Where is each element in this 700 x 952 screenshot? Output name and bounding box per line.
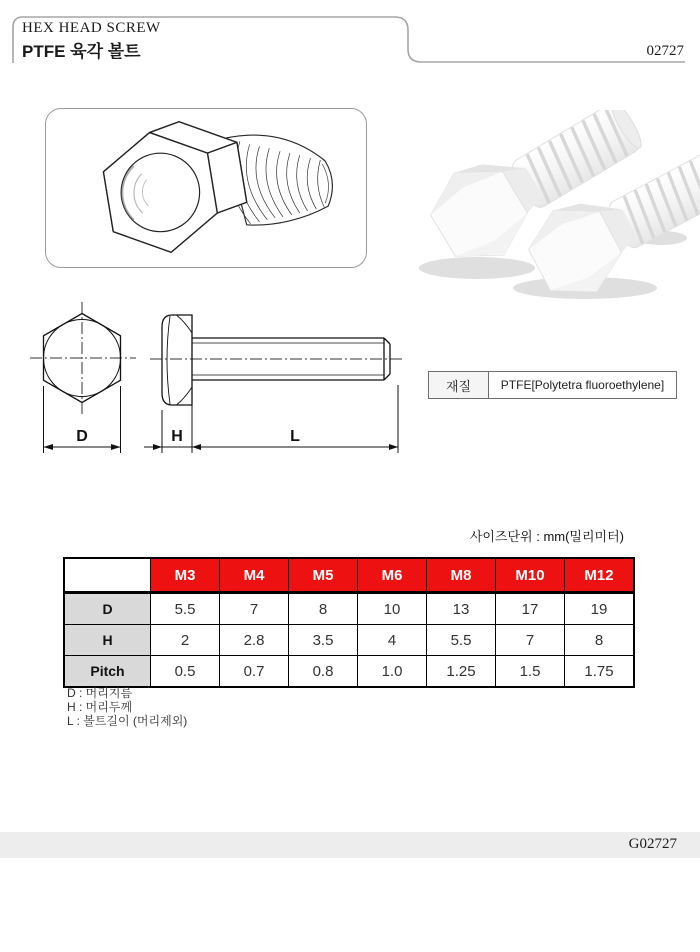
dimension-drawing [25, 300, 415, 465]
cell-pitch-m3: 0.5 [151, 656, 220, 688]
cell-pitch-m12: 1.75 [565, 656, 635, 688]
row-label-d: D [64, 593, 151, 625]
col-header-m3: M3 [151, 558, 220, 593]
legend-line-l: L : 볼트길이 (머리제외) [67, 714, 188, 728]
cell-pitch-m6: 1.0 [358, 656, 427, 688]
material-table [428, 371, 677, 399]
cell-pitch-m10: 1.5 [496, 656, 565, 688]
hex-bolt-line-drawing-icon [46, 109, 365, 266]
size-unit-note: 사이즈단위 : mm(밀리미터) [469, 529, 624, 544]
col-header-m6: M6 [358, 558, 427, 593]
material-value: PTFE[Polytetra fluoroethylene] [500, 378, 665, 392]
footer-bar [0, 832, 700, 858]
col-header-m12: M12 [565, 558, 635, 593]
cell-pitch-m4: 0.7 [220, 656, 289, 688]
col-header-m8: M8 [427, 558, 496, 593]
line-drawing-frame [45, 108, 367, 268]
table-row-pitch [64, 656, 634, 688]
col-header-m10: M10 [496, 558, 565, 593]
cell-h-m3: 2 [151, 625, 220, 656]
cell-h-m10: 7 [496, 625, 565, 656]
cell-pitch-m8: 1.25 [427, 656, 496, 688]
cell-h-m12: 8 [565, 625, 635, 656]
cell-d-m4: 7 [220, 593, 289, 625]
cell-pitch-m5: 0.8 [289, 656, 358, 688]
cell-h-m4: 2.8 [220, 625, 289, 656]
bolt-side-view [162, 315, 390, 405]
page-title-en: HEX HEAD SCREW [22, 20, 161, 36]
cell-d-m10: 17 [496, 593, 565, 625]
dimension-legend [67, 686, 187, 728]
cell-d-m8: 13 [427, 593, 496, 625]
size-table-header-row [64, 558, 634, 593]
size-table [63, 557, 635, 688]
cell-d-m3: 5.5 [151, 593, 220, 625]
col-header-m4: M4 [220, 558, 289, 593]
table-row-h [64, 625, 634, 656]
size-table-corner-cell [64, 558, 151, 593]
dim-label-l: L [290, 428, 300, 445]
row-label-pitch: Pitch [64, 656, 151, 688]
cell-d-m12: 19 [565, 593, 635, 625]
cell-h-m6: 4 [358, 625, 427, 656]
material-label: 재질 [429, 372, 489, 398]
product-photo [413, 110, 700, 305]
cell-d-m5: 8 [289, 593, 358, 625]
footer-doc-code: G02727 [628, 836, 677, 852]
page-code: 02727 [646, 43, 684, 59]
legend-line-h: H : 머리두께 [67, 700, 133, 714]
col-header-m5: M5 [289, 558, 358, 593]
row-label-h: H [64, 625, 151, 656]
dim-label-d: D [76, 428, 88, 445]
cell-h-m8: 5.5 [427, 625, 496, 656]
page-title-ko: PTFE 육각 볼트 [22, 42, 141, 61]
cell-h-m5: 3.5 [289, 625, 358, 656]
cell-d-m6: 10 [358, 593, 427, 625]
table-row-d [64, 593, 634, 625]
dim-label-h: H [171, 428, 183, 445]
legend-line-d: D : 머리지름 [67, 686, 133, 700]
